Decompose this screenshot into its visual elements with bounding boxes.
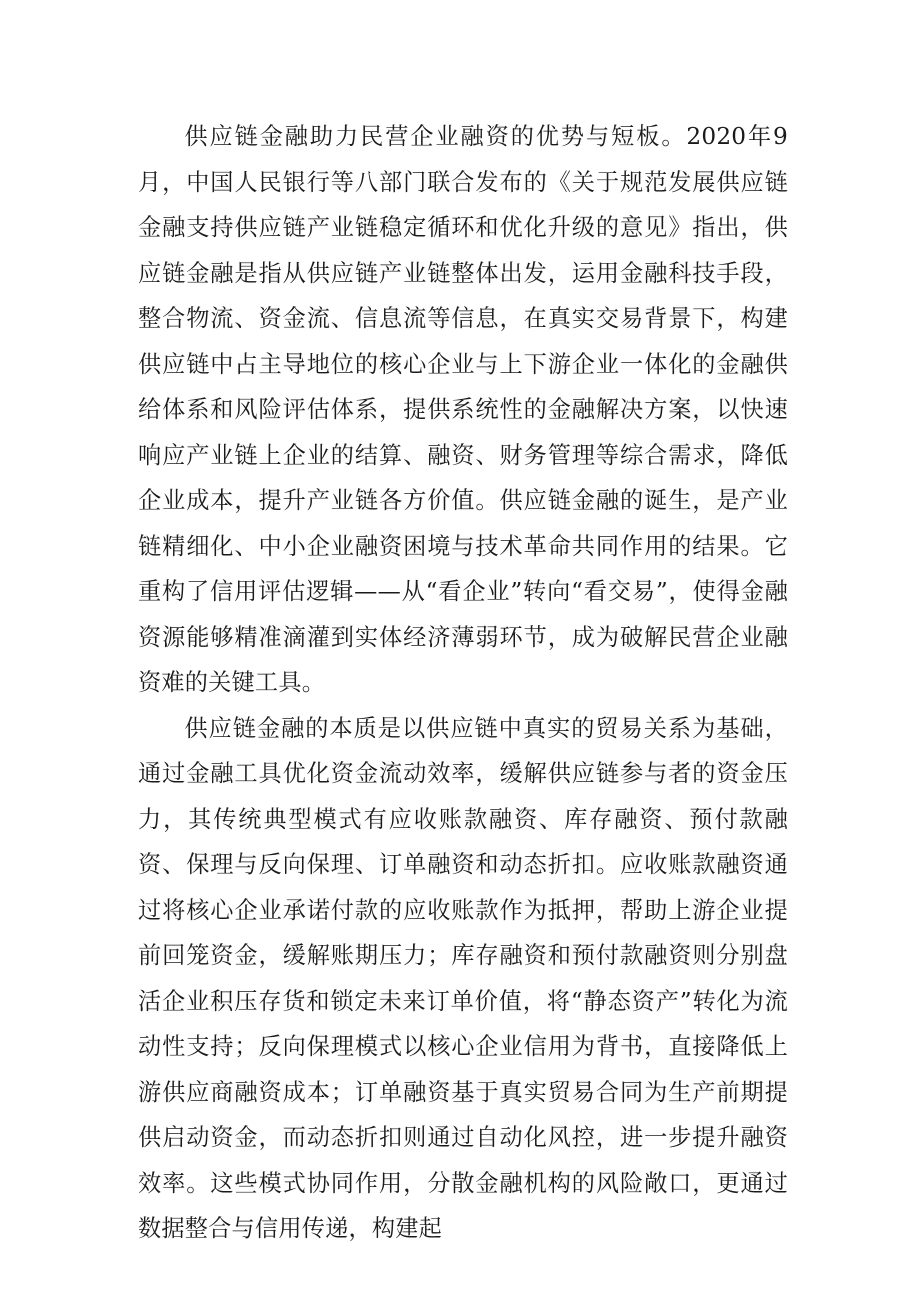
body-text (138, 114, 788, 1252)
paragraph-2: 供应链金融的本质是以供应链中真实的贸易关系为基础，通过金融工具优化资金流动效率，缓解供应链参与者的资金压力，其传统典型模式有应收账款融资、库存融资、预付款融资、保理与反向保理、订单融资和动态折扣。应收账款融资通过将核心企业承诺付款的应收账款作为抵押，帮助上游企业提前回笼资金，缓解账期压力；库存融资和预付款融资则分别盘活企业积压存货和锁定未来订单价值，将“静态资产”转化为流动性支持；反向保理模式以核心企业信用为背书，直接降低上游供应商融资成本；订单融资基于真实贸易合同为生产前期提供启动资金，而动态折扣则通过自动化风控，进一步提升融资效率。这些模式协同作用，分散金融机构的风险敞口，更通过数据整合与信用传递，构建起 (138, 714, 788, 1242)
paragraph-1: 供应链金融助力民营企业融资的优势与短板。2020年9月，中国人民银行等八部门联合发布的《关于规范发展供应链金融支持供应链产业链稳定循环和优化升级的意见》指出，供应链金融是指从供应链产业链整体出发，运用金融科技手段，整合物流、资金流、信息流等信息，在真实交易背景下，构建供应链中占主导地位的核心企业与上下游企业一体化的金融供给体系和风险评估体系，提供系统性的金融解决方案，以快速响应产业链上企业的结算、融资、财务管理等综合需求，降低企业成本，提升产业链各方价值。供应链金融的诞生，是产业链精细化、中小企业融资困境与技术革命共同作用的结果。它重构了信用评估逻辑——从“看企业”转向“看交易”，使得金融资源能够精准滴灌到实体经济薄弱环节，成为破解民营企业融资难的关键工具。 (138, 123, 788, 696)
